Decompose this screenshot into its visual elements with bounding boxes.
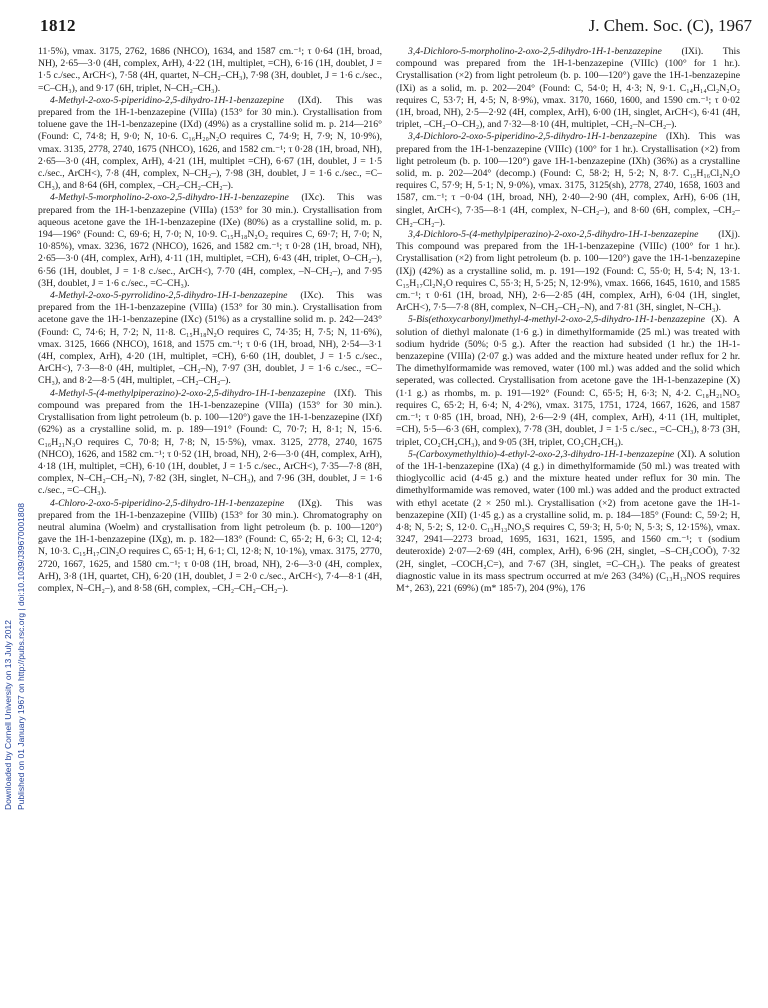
- paragraph: [396, 229, 740, 314]
- paragraph: [38, 192, 382, 290]
- paragraph: [396, 449, 740, 595]
- paragraph-body: (IXi). This compound was prepared from the 1H-1-benzazepine (VIIIc) (100° for 1 hr.). Crystallisation (×2) from light petroleum (b. p. 100—120°) gave the 1H-1-benzazepine (IXi) as a solid, m. p. 202—204° (Found: C, 54·0; H, 4·3; N, 9·1. C₁₄H₁₄Cl₂N₂O₂ requires C, 53·7; H, 4·5; N, 8·9%), νmax. 3170, 1660, 1600, and 1590 cm.⁻¹; τ 0·02 (1H, broad, NH), 2·5—2·92 (4H, complex, ArH), 6·00 (1H, singlet, ArCH<), 6·41 (4H, triplet, –CH₂–O–CH₂), and 7·32—8·10 (4H, multiplet, –CH₂–N–CH₂–).: [396, 46, 740, 131]
- paragraph: [38, 498, 382, 596]
- paragraph-body: (IXg). This was prepared from the 1H-1-benzazepine (VIIIb) (153° for 30 min.). Chromatography on neutral alumina (Woelm) and crystallisation from light petroleum (b. p. 100—120°) gave the 1H-1-benzazepine (IXg), m. p. 182—183° (Found: C, 65·2; H, 6·3; Cl, 12·4; N, 10·3. C₁₅H₁₇ClN₂O requires C, 65·1; H, 6·1; Cl, 12·8; N, 10·1%), νmax. 3175, 2770, 2720, 1667, 1625, and 1580 cm.⁻¹; τ 0·08 (1H, broad, NH), 2·6—3·0 (4H, complex, ArH), 3·8 (1H, quartet, CH), 6·20 (1H, doublet, J = 2·0 c./sec., ArCH<), 7·4—8·1 (4H, complex, N–CH₂–), and 8·58 (6H, complex, –CH₂–CH₂–CH₂–).: [38, 497, 382, 594]
- paragraph-body: (X). A solution of diethyl malonate (1·6 g.) in dimethylformamide (25 ml.) was treated with sodium hydride (50%; 0·5 g.). After the reaction had subsided (1 hr.) the 1H-1-benzazepine (VIIIa) (2·07 g.) was added and the mixture heated under reflux for 2 hr. The dimethylformamide was removed, water (100 ml.) was added and the solid which seperated, was collected. Crystallisation from acetone gave the 1H-1-benzazepine (X) (1·1 g.) as rhombs, m. p. 191—192° (Found: C, 65·5; H, 6·3; N, 4·2. C₁₈H₂₁NO₅ requires C, 65·2; H, 6·4; N, 4·2%), νmax. 3175, 1751, 1724, 1667, 1626, and 1587 cm.⁻¹; τ 0·85 (1H, broad, NH), 2·6—2·9 (4H, complex, ArH), 4·11 (1H, multiplet, =CH), 5·5—6·3 (6H, complex), 7·78 (3H, doublet, J = 1·5 c./sec., =C–CH₃), 8·73 (3H, triplet, CO₂CH₂CH₃), and 9·05 (3H, triplet, CO₂CH₂CH₃).: [396, 314, 740, 448]
- compound-title: 4-Methyl-2-oxo-5-pyrrolidino-2,5-dihydro-1H-1-benzazepine: [50, 290, 288, 302]
- download-watermark: [4, 170, 24, 810]
- compound-title: 4-Chloro-2-oxo-5-piperidino-2,5-dihydro-1H-1-benzazepine: [50, 497, 285, 509]
- paragraph-body: (XI). A solution of the 1H-1-benzazepine (IXa) (4 g.) in dimethylformamide (50 ml.) was treated with thioglycollic acid (4·45 g.) and the mixture heated under reflux for 30 min. The dimethylformamide was removed, water (100 ml.) was added and the product extracted with ethyl acetate (2 × 250 ml.). Crystallisation (×2) from acetone gave the 1H-1-benzazepine (XII) (1·45 g.) as a crystalline solid, m. p. 184—185° (Found: C, 59·2; H, 4·8; N, 5·2; S, 12·0. C₁₃H₁₃NO₃S requires C, 59·3; H, 5·0; N, 5·3; S, 12·15%), νmax. 3247, 2941—2273 broad, 1695, 1631, 1621, 1595, and 1560 cm.⁻¹; τ (sodium deuteroxide) 2·07—2·69 (4H, complex, ArH), 6·96 (2H, singlet, –S–CH₂COŌ), 7·32 (2H, singlet, –COCH₂C=), and 7·67 (3H, singlet, =C–CH₃). The peaks of greatest diagnostic value in its mass spectrum occurred at m/e 263 (34%) (C₁₃H₁₃NOS requires M⁺, 263), 221 (69%) (m* 185·7), 204 (9%), 176: [396, 448, 740, 594]
- compound-title: 4-Methyl-2-oxo-5-piperidino-2,5-dihydro-1H-1-benzazepine: [50, 94, 284, 106]
- paragraph: [38, 388, 382, 498]
- paragraph: [396, 314, 740, 448]
- paragraph: [38, 290, 382, 388]
- downloaded-note[interactable]: Downloaded by Cornell University on 13 July 2012: [2, 620, 13, 810]
- paragraph-body: (IXc). This was prepared from the 1H-1-benzazepine (VIIIa) (153° for 30 min.). Crystallisation from acetone gave the 1H-1-benzazepine (IXc) (51%) as a crystalline solid m. p. 242—243° (Found: C, 74·6; H, 7·2; N, 11·8. C₁₅H₁₈N₂O requires C, 74·35; H, 7·5; N, 11·6%), νmax. 3125, 1666 (NHCO), 1618, and 1575 cm.⁻¹; τ 0·6 (1H, broad, NH), 2·54—3·1 (4H, complex, ArH), 4·20 (1H, multiplet, =CH), 6·60 (1H, doublet, J = 1·5 c./sec., ArCH<), 7·3—8·0 (4H, multiplet, –CH₂–N), 7·97 (3H, doublet, J = 1·6 c./sec., =C–CH₃), and 8·2—8·5 (4H, multiplet, –CH₂–CH₂–).: [38, 290, 382, 387]
- paragraph-body: (IXh). This was prepared from the 1H-1-benzazepine (VIIIc) (100° for 1 hr.). Crystallisation (×2) from light petroleum (b. p. 100—120°) gave 1H-1-benzazepine (IXh) (36%) as a crystalline solid, m. p. 202—204° (decomp.) (Found: C, 58·2; H, 5·2; N, 8·7. C₁₅H₁₆Cl₂N₂O requires C, 57·9; H, 5·1; N, 9·0%), νmax. 3175, 3125(sh), 2778, 2740, 1658, 1603 and 1587, cm.⁻¹; τ −0·04 (1H, broad, NH), 2·40—2·90 (4H, complex, ArH), 6·06 (1H, singlet, ArCH<), 7·35—8·1 (4H, complex, N–CH₂–), and 8·60 (6H, complex, –CH₂–CH₂–CH₂–).: [396, 131, 740, 228]
- paragraph: [38, 95, 382, 193]
- page-number: 1812: [40, 16, 76, 35]
- paragraph-body: (IXc). This was prepared from the 1H-1-benzazepine (VIIIa) (153° for 30 min.). Crystallisation from aqueous acetone gave the 1H-1-benzazepine (IXe) (80%) as a crystalline solid, m. p. 194—196° (Found: C, 69·6; H, 7·0; N, 10·9. C₁₅H₁₈N₂O₂ requires C, 69·7; H, 7·0; N, 10·85%), νmax. 3236, 1672 (NHCO), 1626, and 1582 cm.⁻¹; τ 0·28 (1H, broad, NH), 2·65—3·0 (4H, complex, ArH), 4·11 (1H, multiplet, =CH), 6·43 (4H, triplet, O–CH₂–), 6·56 (1H, doublet, J = 1·8 c./sec., ArCH<), 7·70 (4H, complex, –N–CH₂–), and 7·95 (3H, doublet, J = 1·6 c./sec., =C–CH₃).: [38, 192, 382, 289]
- paragraph-body: (IXd). This was prepared from the 1H-1-benzazepine (VIIIa) (153° for 30 min.). Crystallisation from toluene gave the 1H-1-benzazepine (IXd) (49%) as a crystalline solid m. p. 214—216° (Found: C, 74·8; H, 9·0; N, 10·6. C₁₆H₂₀N₂O requires C, 74·9; H, 7·9; N, 10·9%), νmax. 3135, 2778, 2740, 1675 (NHCO), 1626, and 1582 cm.⁻¹; τ 0·28 (1H, broad, NH), 2·65—3·0 (4H, complex, ArH), 4·21 (1H, multiplet =CH), 6·67 (1H, doublet, J = 1·5 c./sec., ArCH<), 7·8 (4H, complex, N–CH₂–), 7·98 (3H, doublet, J = 1·6 c./sec., =C–CH₃), and 8·64 (6H, complex, –CH₂–CH₂–CH₂–).: [38, 94, 382, 192]
- compound-title: 5-(Carboxymethylthio)-4-ethyl-2-oxo-2,3-dihydro-1H-1-benzazepine: [408, 448, 675, 460]
- journal-citation: J. Chem. Soc. (C), 1967: [588, 16, 752, 35]
- compound-title: 5-Bis(ethoxycarbonyl)methyl-4-methyl-2-oxo-2,5-dihydro-1H-1-benzazepine: [408, 314, 705, 326]
- right-column: [396, 46, 740, 992]
- paragraph-body: (IXj). This compound was prepared from the 1H-1-benzazepine (VIIIc) (100° for 1 hr.). Crystallisation (×2) from light petroleum (b. p. 100—120°) gave the 1H-1-benzazepine (IXj) (42%) as a crystalline solid, m. p. 191—192 (Found: C, 55·0; H, 5·4; N, 13·1. C₁₅H₁₇Cl₂N₃O requires C, 55·3; H, 5·25; N, 12·9%), νmax. 1666, 1645, 1610, and 1585 cm.⁻¹; τ 0·61 (1H, broad, NH), 2·6—2·85 (4H, complex, ArH), 6·04 (1H, singlet, ArCH<), 7·5—7·8 (8H, complex, N–CH₂–CH₂–N), and 7·81 (3H, singlet, N–CH₃).: [396, 229, 740, 314]
- compound-title: 4-Methyl-5-(4-methylpiperazino)-2-oxo-2,5-dihydro-1H-1-benzazepine: [50, 387, 326, 399]
- compound-title: 3,4-Dichloro-2-oxo-5-piperidino-2,5-dihydro-1H-1-benzazepine: [408, 131, 657, 143]
- left-column: [38, 46, 382, 992]
- paragraph: [396, 131, 740, 229]
- page-header: [40, 16, 752, 44]
- compound-title: 3,4-Dichloro-5-(4-methylpiperazino)-2-oxo-2,5-dihydro-1H-1-benzazepine: [408, 229, 699, 241]
- published-note[interactable]: Published on 01 January 1967 on http://pubs.rsc.org | doi:10.1039/J39670001808: [15, 502, 26, 810]
- compound-title: 3,4-Dichloro-5-morpholino-2-oxo-2,5-dihydro-1H-1-benzazepine: [408, 46, 662, 57]
- paragraph-body: 11·5%), νmax. 3175, 2762, 1686 (NHCO), 1634, and 1587 cm.⁻¹; τ 0·64 (1H, broad, NH), 2·65—3·0 (4H, complex, ArH), 4·22 (1H, multiplet, =CH), 6·16 (1H, doublet, J = 1·5 c./sec., ArCH<), 7·58 (4H, quartet, N–CH₂–CH₃), 7·98 (3H, doublet, J = 1·6 c./sec., =C–CH₃), and 9·17 (6H, triplet, N–CH₂–CH₃).: [38, 46, 382, 94]
- compound-title: 4-Methyl-5-morpholino-2-oxo-2,5-dihydro-1H-1-benzazepine: [50, 192, 289, 204]
- paragraph: [38, 46, 382, 95]
- paragraph-body: (IXf). This compound was prepared from the 1H-1-benzazepine (VIIIa) (153° for 30 min.). Crystallisation from light petroleum (b. p. 100—120°) gave the 1H-1-benzazepine (IXf) (62%) as a crystalline solid, m. p. 189—191° (Found: C, 70·7; H, 8·1; N, 15·6. C₁₆H₂₁N₃O requires C, 70·8; H, 7·8; N, 15·5%), νmax. 3125, 2778, 2740, 1675 (NHCO), 1626, and 1582 cm.⁻¹; τ 0·52 (1H, broad, NH), 2·6—3·0 (4H, complex, ArH), 4·18 (1H, multiplet, =CH), 6·10 (1H, doublet, J = 1·5 c./sec., ArCH<), 7·35—7·8 (8H, complex, N–CH₂–CH₂–N), 7·82 (3H, singlet, N–CH₃), and 7·96 (3H, doublet, J = 1·6 c./sec., =C–CH₃).: [38, 387, 382, 497]
- paragraph: [396, 46, 740, 131]
